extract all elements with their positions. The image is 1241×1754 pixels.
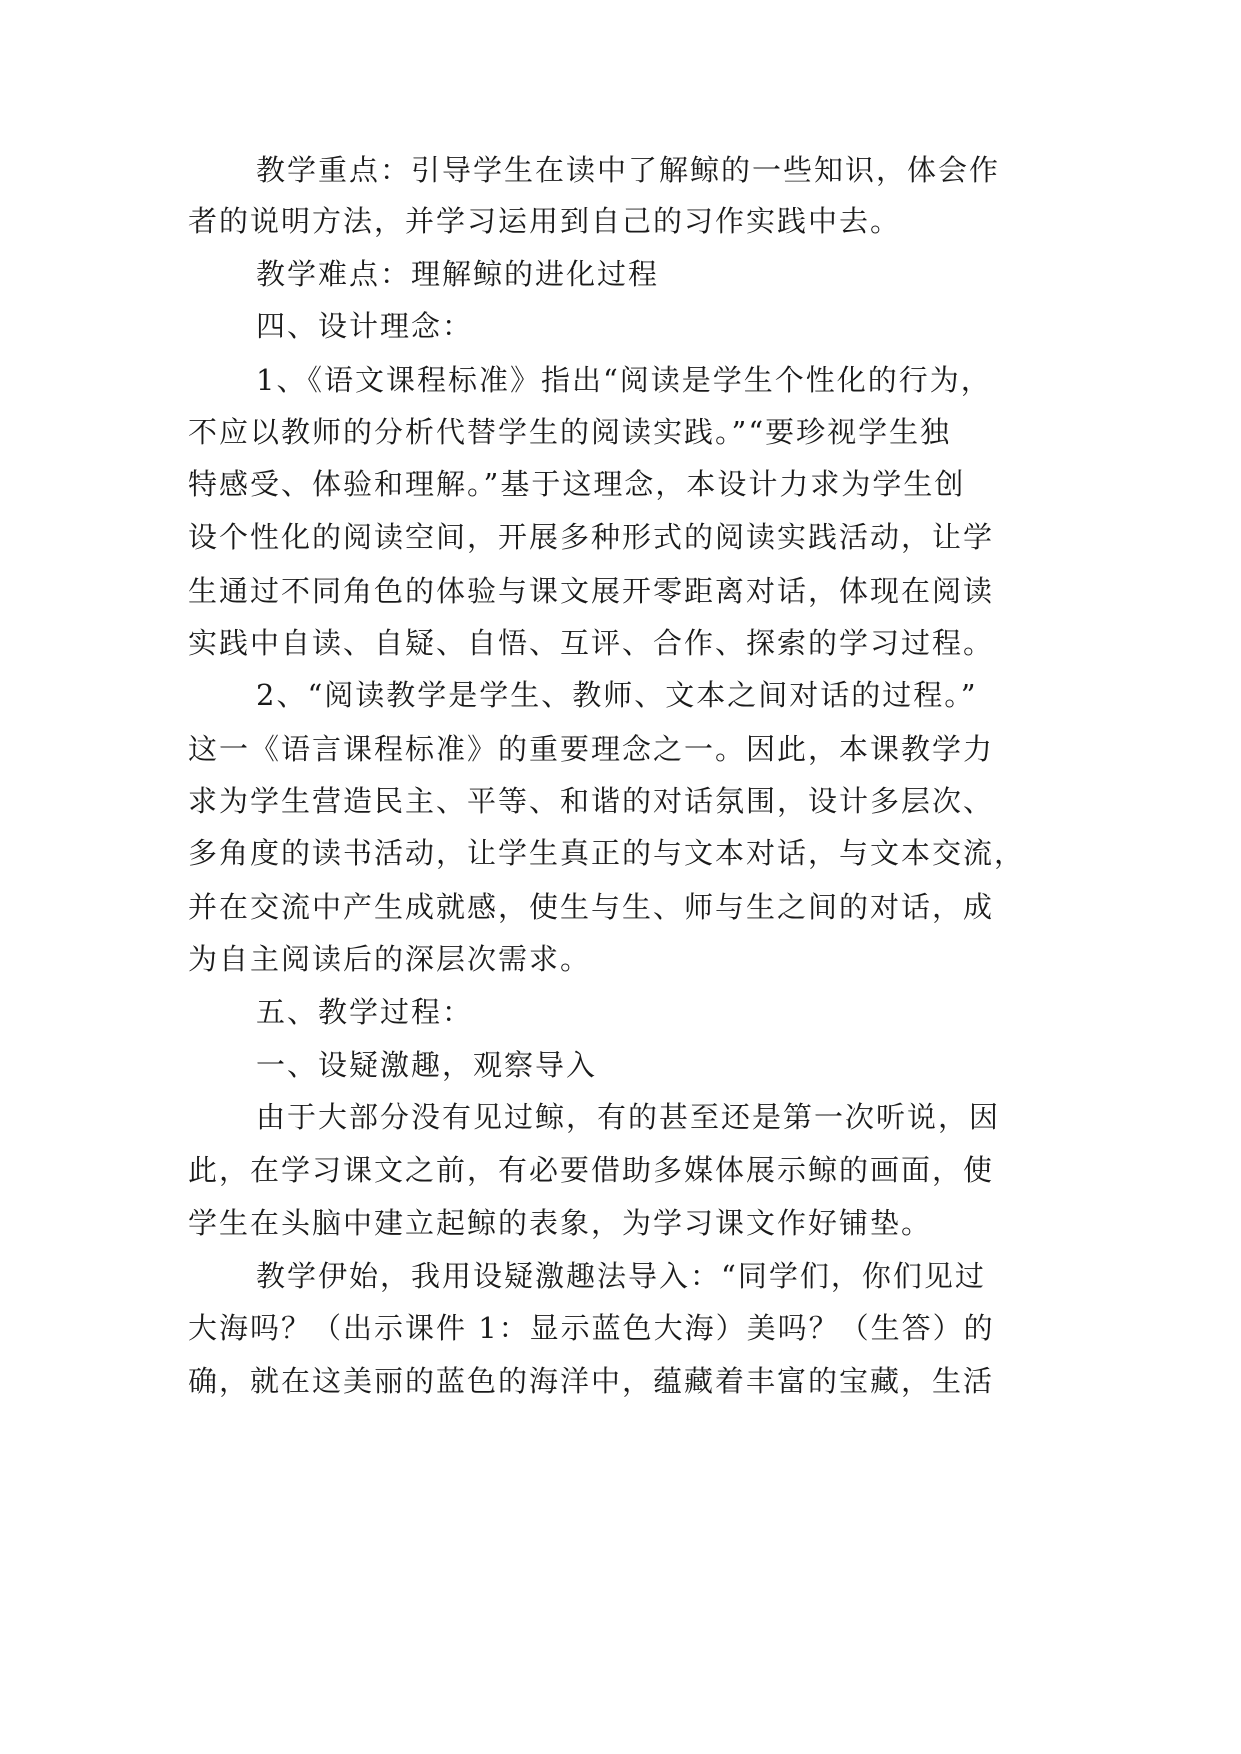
text-line: 不应以教师的分析代替学生的阅读实践。”“要珍视学生独 xyxy=(188,415,952,449)
text-line: 确，就在这美丽的蓝色的海洋中，蕴藏着丰富的宝藏，生活 xyxy=(188,1364,995,1398)
text-line: 设个性化的阅读空间，开展多种形式的阅读实践活动，让学 xyxy=(188,520,995,554)
text-line: 四、设计理念： xyxy=(256,309,474,343)
text-line: 为自主阅读后的深层次需求。 xyxy=(188,942,592,976)
text-line: 学生在头脑中建立起鲸的表象，为学习课文作好铺垫。 xyxy=(188,1206,933,1240)
text-line: 这一《语言课程标准》的重要理念之一。因此，本课教学力 xyxy=(188,732,995,766)
text-line: 此，在学习课文之前，有必要借助多媒体展示鲸的画面，使 xyxy=(188,1153,995,1187)
text-line: 1、《语文课程标准》指出“阅读是学生个性化的行为， xyxy=(256,363,992,397)
text-line: 者的说明方法，并学习运用到自己的习作实践中去。 xyxy=(188,204,902,238)
text-line: 教学伊始，我用设疑激趣法导入：“同学们，你们见过 xyxy=(256,1259,986,1293)
text-line: 并在交流中产生成就感，使生与生、师与生之间的对话，成 xyxy=(188,890,995,924)
text-line: 教学难点：理解鲸的进化过程 xyxy=(256,257,660,291)
text-line: 由于大部分没有见过鲸，有的甚至还是第一次听说，因 xyxy=(256,1100,1001,1134)
text-line: 教学重点：引导学生在读中了解鲸的一些知识，体会作 xyxy=(256,153,1001,187)
text-line: 多角度的读书活动，让学生真正的与文本对话，与文本交流， xyxy=(188,836,1026,870)
text-line: 2、“阅读教学是学生、教师、文本之间对话的过程。” xyxy=(256,678,978,712)
text-line: 生通过不同角色的体验与课文展开零距离对话，体现在阅读 xyxy=(188,574,995,608)
text-line: 特感受、体验和理解。”基于这理念，本设计力求为学生创 xyxy=(188,467,966,501)
text-line: 一、设疑激趣，观察导入 xyxy=(256,1048,598,1082)
text-line: 大海吗？（出示课件 1：显示蓝色大海）美吗？（生答）的 xyxy=(188,1311,995,1345)
text-line: 实践中自读、自疑、自悟、互评、合作、探索的学习过程。 xyxy=(188,626,995,660)
text-line: 五、教学过程： xyxy=(256,995,474,1029)
text-line: 求为学生营造民主、平等、和谐的对话氛围，设计多层次、 xyxy=(188,784,995,818)
